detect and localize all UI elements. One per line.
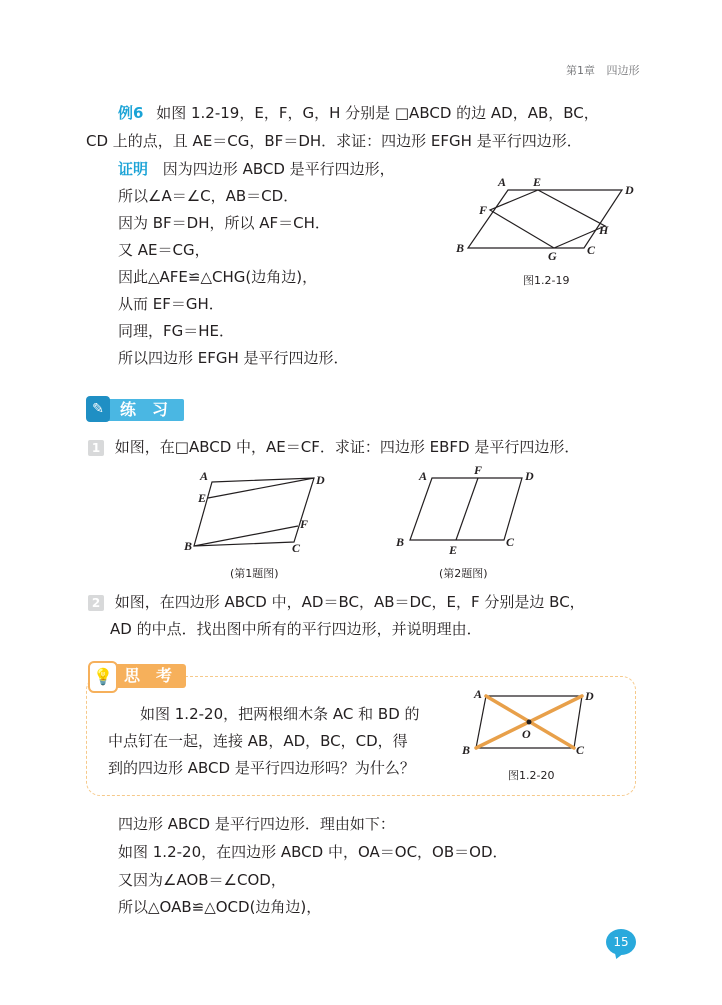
proof-line-3: 又 AE＝CG， bbox=[118, 241, 210, 259]
question-1-text: 如图，在□ABCD 中，AE＝CF．求证：四边形 EBFD 是平行四边形． bbox=[114, 438, 580, 456]
question-2-text-1: 如图，在四边形 ABCD 中，AD＝BC，AB＝DC，E，F 分别是边 BC， bbox=[114, 593, 585, 611]
pencil-notebook-icon: ✎ bbox=[86, 396, 110, 422]
quadrilateral-q2 bbox=[410, 478, 522, 540]
chapter-label: 第1章 bbox=[566, 64, 595, 77]
label-b: B bbox=[456, 241, 465, 255]
proof-line-2: 因为 BF＝DH，所以 AF＝CH． bbox=[118, 214, 330, 232]
think-title: 思 考 bbox=[124, 666, 173, 685]
question-2 bbox=[88, 592, 585, 612]
q2-label-f: F bbox=[474, 464, 483, 477]
q2-label-d: D bbox=[525, 469, 534, 483]
answer-line-3: 又因为∠AOB＝∠COD， bbox=[118, 871, 286, 889]
answer-line-4: 所以△OAB≌△OCD(边角边)， bbox=[118, 898, 322, 916]
q2-label-a: A bbox=[419, 469, 428, 483]
example-line-1 bbox=[118, 103, 599, 123]
answer-line-1: 四边形 ABCD 是平行四边形．理由如下： bbox=[118, 815, 395, 833]
proof-line-5: 从而 EF＝GH． bbox=[118, 295, 224, 313]
q1-label-d: D bbox=[316, 473, 325, 487]
think-line-2: 中点钉在一起，连接 AB，AD，BC，CD，得 bbox=[108, 732, 408, 750]
label-e: E bbox=[533, 175, 542, 189]
chapter-title: 四边形 bbox=[606, 64, 640, 77]
example-statement-2: CD 上的点，且 AE＝CG，BF＝DH．求证：四边形 EFGH 是平行四边形． bbox=[86, 132, 582, 150]
q1-label-a: A bbox=[200, 469, 209, 483]
q2-label-c: C bbox=[506, 535, 515, 549]
quadrilateral-efgh bbox=[490, 190, 605, 248]
think-line-1: 如图 1.2-20，把两根细木条 AC 和 BD 的 bbox=[140, 705, 420, 723]
parallelogram-q1 bbox=[194, 478, 314, 546]
question-2-number: 2 bbox=[88, 595, 104, 611]
question-1-number: 1 bbox=[88, 440, 104, 456]
proof-line-0: 证明 因为四边形 ABCD 是平行四边形， bbox=[118, 160, 395, 178]
figure-1-2-20-caption: 图1.2-20 bbox=[508, 769, 555, 782]
proof-line-4: 因此△AFE≌△CHG(边角边)， bbox=[118, 268, 318, 286]
parallelogram-abcd bbox=[468, 190, 622, 248]
think-line-3: 到的四边形 ABCD 是平行四边形吗？为什么？ bbox=[108, 759, 415, 777]
sticks-label-o: O bbox=[522, 727, 531, 741]
q1-label-f: F bbox=[300, 517, 309, 531]
running-header bbox=[566, 62, 640, 78]
center-pin-o bbox=[527, 720, 532, 725]
label-f: F bbox=[479, 203, 488, 217]
figure-q1-caption: (第1题图) bbox=[230, 567, 279, 580]
page-number: 15 bbox=[606, 929, 636, 955]
q2-label-b: B bbox=[396, 535, 405, 549]
proof-line-7: 所以四边形 EFGH 是平行四边形． bbox=[118, 349, 349, 367]
label-a: A bbox=[498, 175, 507, 189]
proof-line-6: 同理，FG＝HE． bbox=[118, 322, 235, 340]
proof-line-1: 所以∠A＝∠C，AB＝CD． bbox=[118, 187, 299, 205]
label-h: H bbox=[599, 223, 609, 237]
question-1 bbox=[88, 437, 579, 457]
proof-label: 证明 bbox=[118, 160, 149, 178]
q1-label-b: B bbox=[184, 539, 193, 553]
figure-1-2-19 bbox=[450, 174, 650, 264]
figure-q2 bbox=[394, 464, 544, 556]
sticks-label-c: C bbox=[576, 743, 585, 757]
figure-q1 bbox=[182, 468, 332, 558]
figure-1-2-19-caption: 图1.2-19 bbox=[523, 274, 570, 287]
segment-fe bbox=[456, 478, 478, 540]
sticks-label-b: B bbox=[462, 743, 471, 757]
label-d: D bbox=[625, 183, 634, 197]
practice-title: 练 习 bbox=[120, 400, 169, 419]
label-g: G bbox=[548, 249, 557, 263]
q1-label-e: E bbox=[198, 491, 207, 505]
lightbulb-icon: 💡 bbox=[88, 661, 118, 693]
figure-1-2-20 bbox=[456, 684, 606, 760]
q2-label-e: E bbox=[449, 543, 458, 556]
sticks-label-a: A bbox=[474, 687, 483, 701]
figure-q2-caption: (第2题图) bbox=[439, 567, 488, 580]
q1-label-c: C bbox=[292, 541, 301, 555]
answer-line-2: 如图 1.2-20，在四边形 ABCD 中，OA＝OC，OB＝OD． bbox=[118, 843, 508, 861]
question-2-text-2: AD 的中点．找出图中所有的平行四边形，并说明理由． bbox=[110, 620, 482, 638]
example-statement-1: 如图 1.2-19，E，F，G，H 分别是 □ABCD 的边 AD，AB，BC， bbox=[156, 104, 599, 122]
sticks-label-d: D bbox=[585, 689, 594, 703]
label-c: C bbox=[587, 243, 596, 257]
example-label: 例6 bbox=[118, 104, 144, 122]
